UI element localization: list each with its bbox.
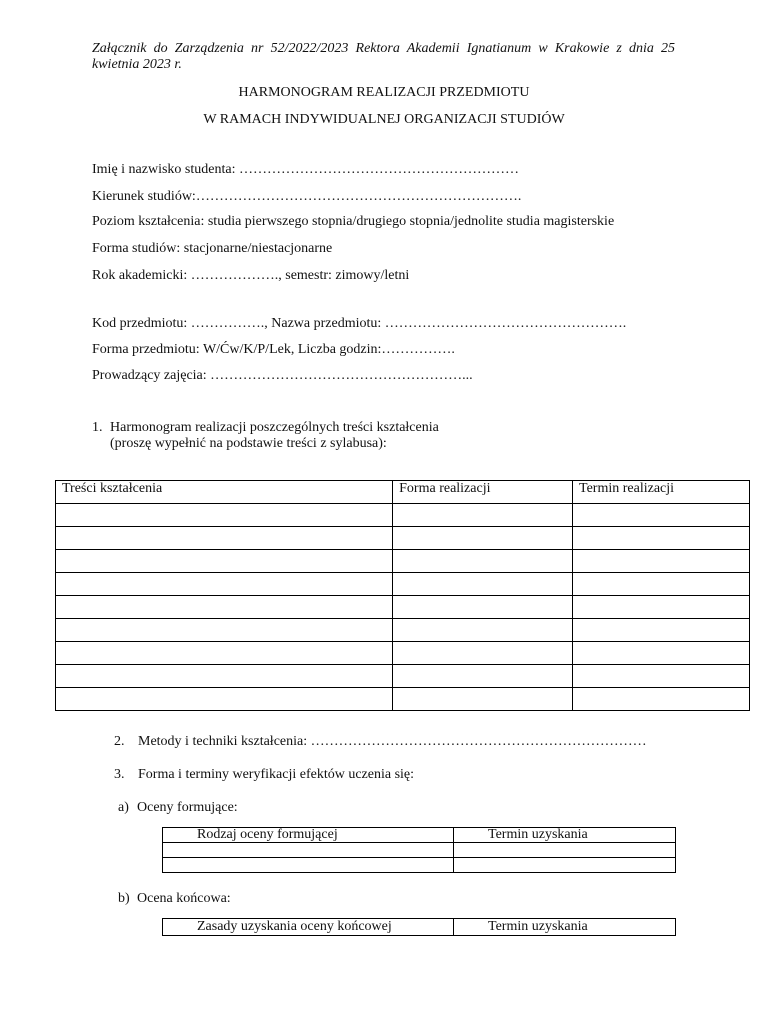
sub-a-label: a)	[118, 800, 129, 815]
table-cell[interactable]	[56, 504, 393, 527]
table-cell[interactable]	[573, 596, 750, 619]
table-cell[interactable]	[573, 527, 750, 550]
table-row	[163, 858, 676, 873]
field-forma-studiow: Forma studiów: stacjonarne/niestacjonarne	[92, 241, 333, 256]
table-row	[56, 550, 750, 573]
table-row	[56, 527, 750, 550]
table-ocena-koncowa	[162, 918, 676, 936]
table-cell[interactable]	[573, 619, 750, 642]
table-cell[interactable]	[393, 504, 573, 527]
col-header-forma: Forma realizacji	[393, 481, 573, 504]
document-subtitle: W RAMACH INDYWIDUALNEJ ORGANIZACJI STUDIÓW	[203, 112, 565, 127]
table-row	[56, 688, 750, 711]
field-student-name: Imię i nazwisko studenta: ……………………………………………………	[92, 162, 519, 177]
table-row	[56, 504, 750, 527]
table-oceny-formujace	[162, 827, 676, 873]
table-cell[interactable]	[393, 642, 573, 665]
table-cell[interactable]	[56, 596, 393, 619]
section-2-text: Metody i techniki kształcenia: ………………………………………………………………	[138, 734, 647, 749]
section-3-text: Forma i terminy weryfikacji efektów uczenia się:	[138, 767, 415, 782]
section-1-subtitle: (proszę wypełnić na podstawie treści z sylabusa):	[110, 436, 387, 451]
field-kod-przedmiotu: Kod przedmiotu: ……………., Nazwa przedmiotu: …………………………………………….	[92, 316, 627, 331]
table-cell[interactable]	[163, 843, 454, 858]
sub-b-text: Ocena końcowa:	[137, 891, 231, 906]
table-cell[interactable]	[163, 858, 454, 873]
table-cell[interactable]	[573, 688, 750, 711]
section-2-number: 2.	[114, 734, 125, 749]
col-header-tresci: Treści kształcenia	[56, 481, 393, 504]
field-poziom: Poziom kształcenia: studia pierwszego stopnia/drugiego stopnia/jednolite studia magisterskie	[92, 214, 615, 229]
section-1-number: 1.	[92, 420, 103, 435]
table-cell[interactable]	[454, 843, 676, 858]
col-header-termin: Termin realizacji	[573, 481, 750, 504]
table-tresci-ksztalcenia	[55, 480, 750, 711]
table-row	[56, 573, 750, 596]
col-header-termin-uzyskania: Termin uzyskania	[454, 828, 676, 843]
section-1-title: Harmonogram realizacji poszczególnych treści kształcenia	[110, 420, 439, 435]
section-3-number: 3.	[114, 767, 125, 782]
table-cell[interactable]	[393, 665, 573, 688]
table-cell[interactable]	[56, 550, 393, 573]
table-cell[interactable]	[573, 573, 750, 596]
col-header-termin-uzyskania-koncowa: Termin uzyskania	[454, 919, 676, 936]
table-row	[56, 596, 750, 619]
table-cell[interactable]	[393, 596, 573, 619]
table-cell[interactable]	[393, 688, 573, 711]
sub-b-label: b)	[118, 891, 130, 906]
table-cell[interactable]	[56, 619, 393, 642]
sub-a-text: Oceny formujące:	[137, 800, 238, 815]
table-cell[interactable]	[56, 665, 393, 688]
table-cell[interactable]	[393, 527, 573, 550]
table-cell[interactable]	[573, 665, 750, 688]
table-cell[interactable]	[56, 573, 393, 596]
table-cell[interactable]	[56, 642, 393, 665]
header-note: Załącznik do Zarządzenia nr 52/2022/2023 Rektora Akademii Ignatianum w Krakowie z dnia 25 kwietnia 2023 r.	[92, 41, 675, 72]
table-cell[interactable]	[56, 688, 393, 711]
field-prowadzacy: Prowadzący zajęcia: ………………………………………………...	[92, 368, 473, 383]
table-cell[interactable]	[573, 550, 750, 573]
table-cell[interactable]	[573, 504, 750, 527]
document-title: HARMONOGRAM REALIZACJI PRZEDMIOTU	[238, 85, 530, 100]
table-cell[interactable]	[454, 858, 676, 873]
table-cell[interactable]	[393, 573, 573, 596]
table-row	[56, 642, 750, 665]
col-header-rodzaj-oceny: Rodzaj oceny formującej	[163, 828, 454, 843]
table-header-row	[163, 919, 676, 936]
field-kierunek: Kierunek studiów:…………………………………………………………….	[92, 189, 522, 204]
table-cell[interactable]	[56, 527, 393, 550]
table-cell[interactable]	[393, 550, 573, 573]
table-row	[56, 665, 750, 688]
table-row	[56, 619, 750, 642]
field-forma-przedmiotu: Forma przedmiotu: W/Ćw/K/P/Lek, Liczba godzin:…………….	[92, 342, 455, 357]
table-header-row	[163, 828, 676, 843]
table-row	[163, 843, 676, 858]
col-header-zasady: Zasady uzyskania oceny końcowej	[163, 919, 454, 936]
field-rok-akademicki: Rok akademicki: ………………., semestr: zimowy/letni	[92, 268, 410, 283]
table-header-row	[56, 481, 750, 504]
table-cell[interactable]	[393, 619, 573, 642]
table-cell[interactable]	[573, 642, 750, 665]
